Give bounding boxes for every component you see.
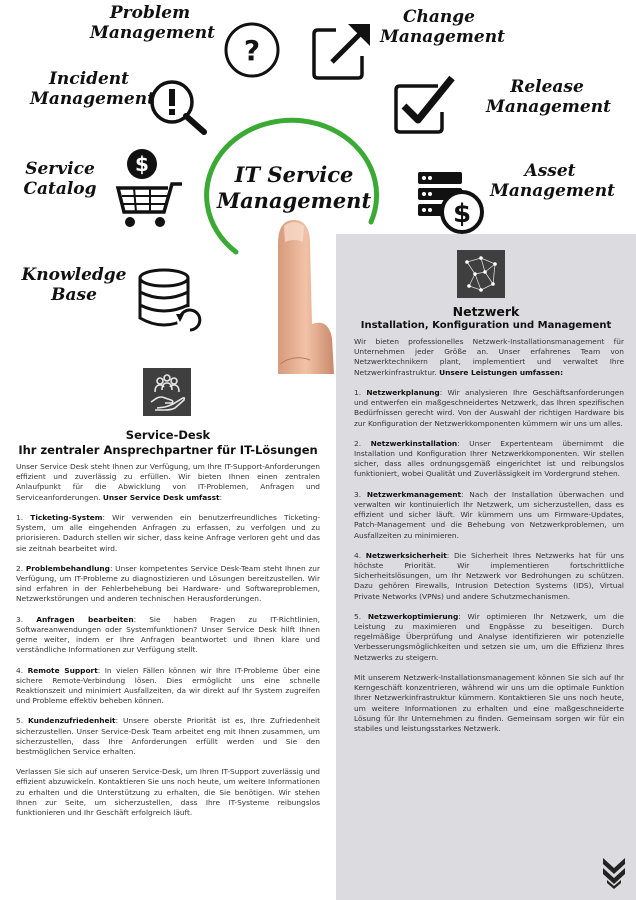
list-item: 1. Netzwerkplanung: Wir analysieren Ihre Geschäftsanforderungen und entwerfen ein maßgeschneidertes Netzwerk, das Ihren spezifischen Bedürfnissen gerecht wird. Von der Auswahl der richtigen Hardware bis zur Konfiguration der Netzwerkkomponenten kümmern wir uns um alles. [354,387,624,428]
service-desk-subtitle: Ihr zentraler Ansprechpartner für IT-Lösungen [18,443,318,457]
server-dollar-icon [416,170,486,236]
service-desk-body [16,462,320,828]
arrow-out-icon [310,20,374,82]
list-item: 2. Problembehandlung: Unser kompetentes Service Desk-Team steht Ihnen zur Verfügung, um IT-Probleme zu diagnostizieren und Lösungen bereitzustellen. Wir sind erfahren in der Fehlerbehebung bei Hardware- und Softwareproblemen, Netzwerkstörungen und anderen technischen Herausforderungen. [16,563,320,604]
label-incident-management: Incident Management [30,69,155,109]
netzwerk-title: Netzwerk [452,304,520,319]
label-knowledge-base: Knowledge Base [21,265,127,305]
label-asset-management: Asset Management [490,161,615,201]
netzwerk-intro: Wir bieten professionelles Netzwerk-Installationsmanagement für Unternehmen jeder Größe an. Unser erfahrenes Team von Netzwerktechnikern plant, implementiert und verwaltet Ihre Netzwerkinfrastruktur. Unsere Leistungen umfassen: [354,337,624,377]
label-service-catalog: Service Catalog [23,159,97,199]
label-change-management: Change Management [380,7,505,47]
list-item: 3. Anfragen bearbeiten: Sie haben Fragen zu IT-Richtlinien, Softwareanwendungen oder Systemfunktionen? Unser Service Desk hilft Ihnen gerne weiter, indem er Ihre Anfragen beantwortet und Ihnen klare und verständliche Informationen zur Verfügung stellt. [16,614,321,655]
netzwerk-body [354,337,624,744]
netzwerk-subtitle: Installation, Konfiguration und Management [360,320,612,331]
list-item: 1. Ticketing-System: Wir verwenden ein benutzerfreundliches Ticketing-System, um alle eingehenden Anfragen zu erfassen, zu verfolgen und zu priorisieren. Dadurch stellen wir sicher, dass keine Anfrage verloren geht und das sie zeitnah bearbeitet wird. [16,512,320,553]
center-label: IT Service Management [216,162,372,214]
cart-dollar-icon [112,146,188,230]
list-item: 2. Netzwerkinstallation: Unser Expertenteam übernimmt die Installation und Konfiguration Ihrer Netzwerkkomponenten. Wir stellen sicher, dass alles ordnungsgemäß eingerichtet ist und reibungslos funktioniert, wobei Qualität und Zuverlässigkeit im Vordergrund stehen. [354,438,624,479]
service-desk-title: Service-Desk [125,428,211,442]
question-icon [222,20,282,80]
exclamation-magnifier-icon [146,78,210,136]
checkbox-icon [392,72,458,136]
finger-image [250,214,340,374]
database-refresh-icon [136,268,206,334]
network-icon [457,250,505,298]
list-item: 5. Netzwerkoptimierung: Wir optimieren Ihr Netzwerk, um die Leistung zu maximieren und Engpässe zu beseitigen. Durch regelmäßige Überprüfung und Analyse identifizieren wir potenzielle Verbesserungsmöglichkeiten und setzen sie um, um die Effizienz Ihres Netzwerks zu steigern. [354,611,624,662]
svg-text:?: ? [243,34,261,67]
list-item: 4. Netzwerksicherheit: Die Sicherheit Ihres Netzwerks hat für uns höchste Priorität. Wir implementieren fortschrittliche Sicherheitslösungen, um Ihr Netzwerk vor Bedrohungen zu schützen. Dazu gehören Firewalls, Intrusion Detection Systems (IDS), Virtual Private Networks (VPNs) und andere Schutzmechanismen. [354,550,624,601]
service-desk-icon [143,368,191,416]
label-problem-management: Problem Management [90,3,215,43]
svg-text:$: $ [452,199,472,229]
netzwerk-panel [336,234,636,900]
service-desk-intro: Unser Service Desk steht Ihnen zur Verfügung, um Ihre IT-Support-Anforderungen effizient und zuverlässig zu erfüllen. Wir bieten Ihnen einen zentralen Anlaufpunkt für die Abwicklung von IT-Problemen, Anfragen und Serviceanforderungen. Unser Service Desk umfasst: [16,462,320,502]
service-desk-outro: Verlassen Sie sich auf unseren Service-Desk, um Ihren IT-Support zuverlässig und effizient abzuwickeln. Kontaktieren Sie uns noch heute, um weitere Informationen zu erhalten und die Unterstützung zu erhalten, die Sie benötigen. Wir stehen Ihnen zur Seite, um sicherzustellen, dass Ihre IT-Systeme reibungslos funktionieren und Ihr Geschäft erfolgreich läuft. [16,767,320,818]
svg-text:$: $ [135,152,149,176]
list-item: 4. Remote Support: In vielen Fällen können wir Ihre IT-Probleme über eine sichere Remote-Verbindung lösen. Dies ermöglicht uns eine schnelle Reaktionszeit und minimiert Ausfallzeiten, da wir direkt auf Ihr System zugreifen und Probleme effektiv beheben können. [16,665,320,706]
list-item: 5. Kundenzufriedenheit: Unsere oberste Priorität ist es, Ihre Zufriedenheit sicherzustellen. Unser Service-Desk Team arbeitet eng mit Ihnen zusammen, um sicherzustellen, dass Ihre Anforderungen erfüllt werden und Sie den bestmöglichen Service erhalten. [16,716,320,757]
label-release-management: Release Management [486,77,611,117]
chevron-down-icon [601,856,627,890]
list-item: 3. Netzwerkmanagement: Nach der Installation überwachen und verwalten wir kontinuierlich Ihr Netzwerk, um sicherzustellen, dass es effizient und sicher läuft. Wir kümmern uns um Firmware-Updates, Patch-Management und die Behebung von Netzwerkproblemen, um Ausfallzeiten zu minimieren. [354,489,624,540]
netzwerk-outro: Mit unserem Netzwerk-Installationsmanagement können Sie sich auf Ihr Kerngeschäft konzentrieren, während wir uns um die optimale Funktion Ihrer Netzwerkinfrastruktur kümmern. Kontaktieren Sie uns noch heute, um weitere Informationen zu erhalten und eine maßgeschneiderte Lösung für Ihr Unternehmen zu finden. Gemeinsam sorgen wir für ein stabiles und leistungsstarkes Netzwerk. [354,672,624,733]
